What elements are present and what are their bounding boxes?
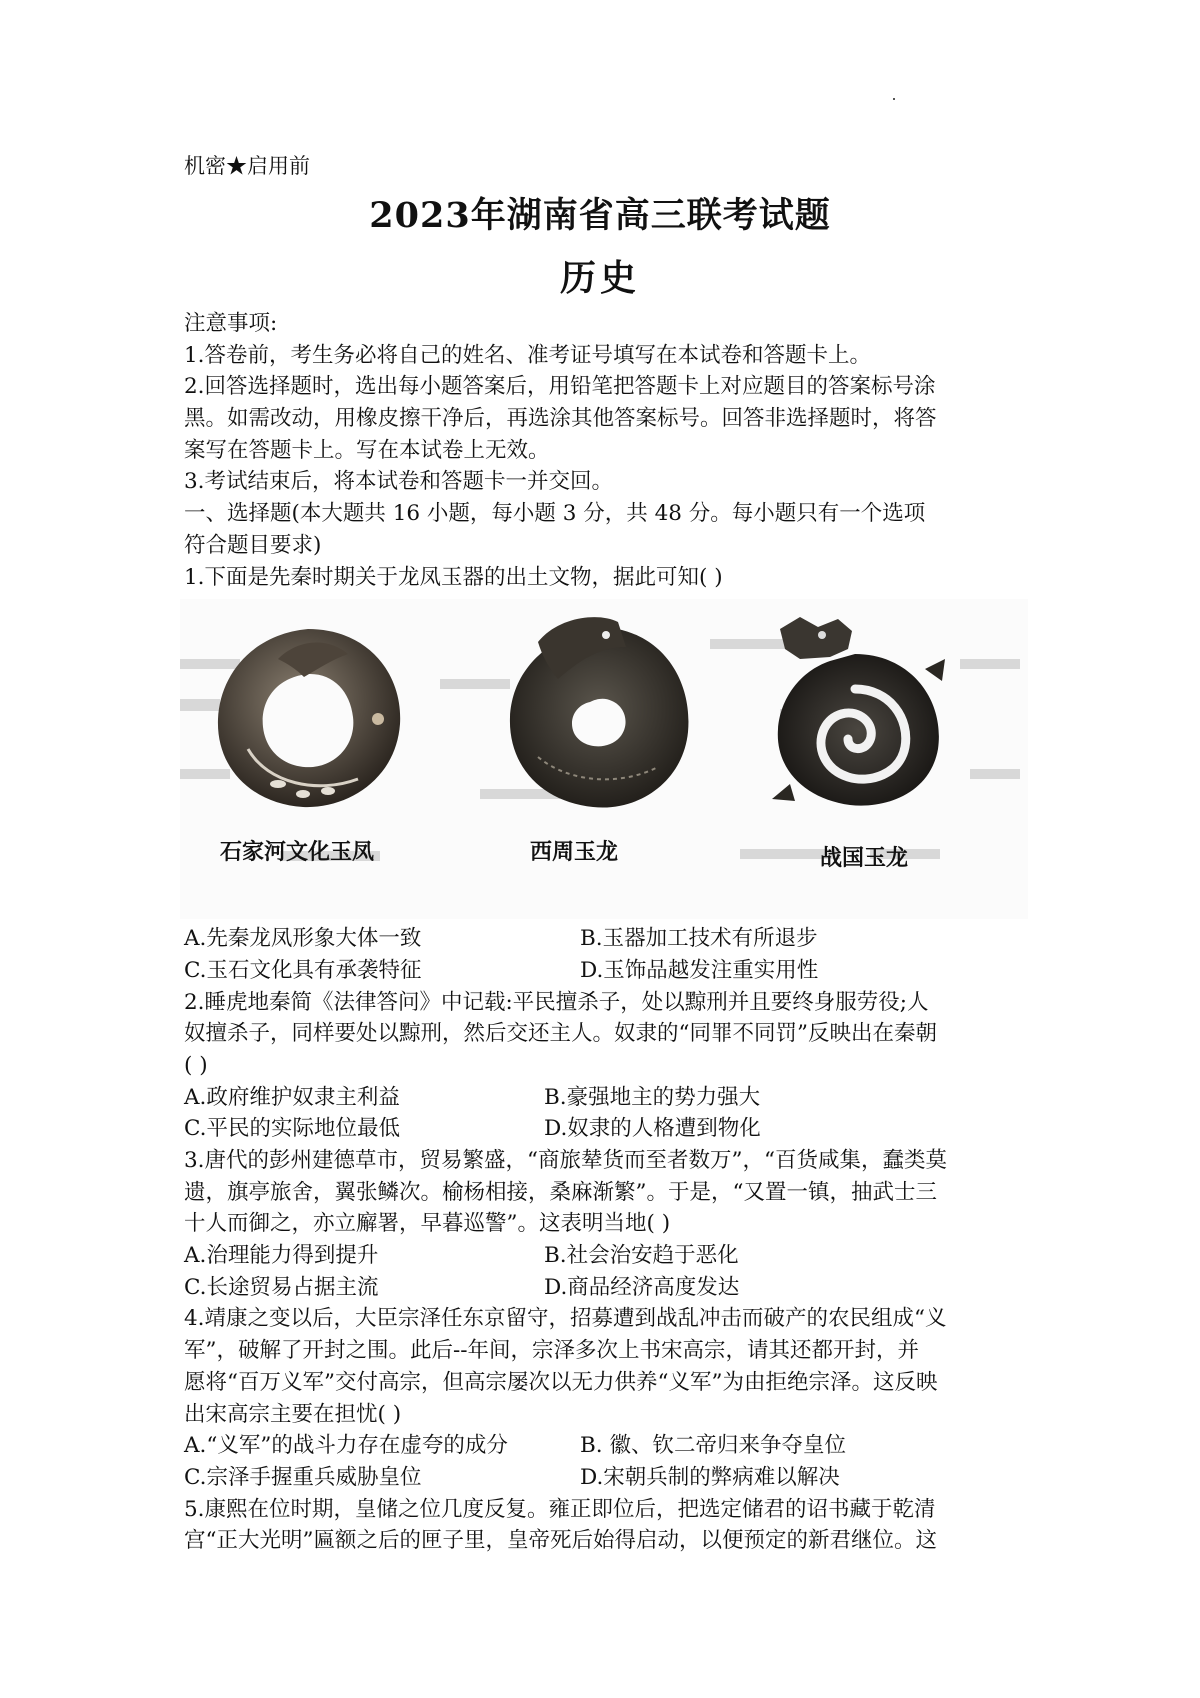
options-row xyxy=(184,1430,1024,1462)
option-d: D.宋朝兵制的弊病难以解决 xyxy=(580,1464,840,1490)
scan-speck xyxy=(893,98,895,100)
question-3-line: 3.唐代的彭州建德草市，贸易繁盛，“商旅辇货而至者数万”，“百货咸集，蠢类莫 xyxy=(184,1148,947,1173)
options-row xyxy=(184,1462,1024,1494)
option-a: A.治理能力得到提升 xyxy=(184,1243,379,1269)
notice-line: 3.考试结束后，将本试卷和答题卡一并交回。 xyxy=(184,469,614,495)
question-1-figures xyxy=(180,599,1028,919)
figure-caption: 战国玉龙 xyxy=(820,846,909,872)
section-heading: 一、选择题(本大题共 16 小题，每小题 3 分，共 48 分。每小题只有一个选项 xyxy=(184,501,926,527)
section-heading-cont: 符合题目要求) xyxy=(184,532,322,558)
question-4-line: 愿将“百万义军”交付高宗，但高宗屡次以无力供养“义军”为由拒绝宗泽。这反映 xyxy=(184,1369,938,1395)
figure-caption: 石家河文化玉凤 xyxy=(220,840,375,866)
question-1-stem: 1.下面是先秦时期关于龙凤玉器的出土文物，据此可知( ) xyxy=(184,564,723,590)
notice-line: 1.答卷前，考生务必将自己的姓名、准考证号填写在本试卷和答题卡上。 xyxy=(184,342,872,368)
question-4-line: 4.靖康之变以后，大臣宗泽任东京留守，招募遭到战乱冲击而破产的农民组成“义 xyxy=(184,1306,947,1332)
question-2-line: 2.睡虎地秦简《法律答问》中记载:平民擅杀子，处以黥刑并且要终身服劳役;人 xyxy=(184,989,929,1015)
question-5-line: 宫“正大光明”匾额之后的匣子里，皇帝死后始得启动，以便预定的新君继位。这 xyxy=(184,1528,937,1554)
option-d: D.奴隶的人格遭到物化 xyxy=(544,1116,761,1142)
question-4-line: 军”，破解了开封之围。此后--年间，宗泽多次上书宋高宗，请其还都开封，并 xyxy=(184,1338,920,1364)
options-row xyxy=(184,955,1024,987)
question-3-line: 十人而御之，亦立廨署，早暮巡警”。这表明当地( ) xyxy=(184,1211,671,1237)
option-c: C.玉石文化具有承袭特征 xyxy=(184,957,422,983)
option-a: A.“义军”的战斗力存在虚夸的成分 xyxy=(184,1433,508,1459)
option-b: B.豪强地主的势力强大 xyxy=(544,1084,761,1110)
notice-heading: 注意事项: xyxy=(184,311,278,336)
options-row xyxy=(184,923,1024,955)
question-5-line: 5.康熙在位时期，皇储之位几度反复。雍正即位后，把选定储君的诏书藏于乾清 xyxy=(184,1496,936,1522)
options-row xyxy=(184,1113,1024,1145)
option-a: A.先秦龙凤形象大体一致 xyxy=(184,926,422,952)
option-d: D.商品经济高度发达 xyxy=(544,1274,740,1300)
question-2-line: ( ) xyxy=(184,1052,208,1078)
option-c: C.平民的实际地位最低 xyxy=(184,1116,401,1142)
option-c: C.长途贸易占据主流 xyxy=(184,1274,379,1300)
options-row xyxy=(184,1272,1024,1304)
notice-line: 黑。如需改动，用橡皮擦干净后，再选涂其他答案标号。回答非选择题时，将答 xyxy=(184,406,937,432)
notice-line: 2.回答选择题时，选出每小题答案后，用铅笔把答题卡上对应题目的答案标号涂 xyxy=(184,374,936,400)
question-3-line: 遗，旗亭旅舍，翼张鳞次。榆杨相接，桑麻渐繁”。于是，“又置一镇，抽武士三 xyxy=(184,1179,937,1205)
options-row xyxy=(184,1240,1024,1272)
option-b: B. 徽、钦二帝归来争夺皇位 xyxy=(580,1433,846,1459)
options-row xyxy=(184,1082,1024,1114)
option-d: D.玉饰品越发注重实用性 xyxy=(580,957,819,983)
figure-caption: 西周玉龙 xyxy=(530,840,619,866)
exam-body xyxy=(184,308,1024,1557)
question-2-line: 奴擅杀子，同样要处以黥刑，然后交还主人。奴隶的“同罪不同罚”反映出在秦朝 xyxy=(184,1021,937,1047)
question-4-line: 出宋高宗主要在担忧( ) xyxy=(184,1401,402,1427)
jade-dragon-spiral-icon xyxy=(760,609,950,814)
exam-title: 2023年湖南省高三联考试题 xyxy=(369,195,831,236)
option-a: A.政府维护奴隶主利益 xyxy=(184,1084,400,1110)
option-c: C.宗泽手握重兵威胁皇位 xyxy=(184,1464,422,1490)
option-b: B.玉器加工技术有所退步 xyxy=(580,926,818,952)
confidential-label: 机密★启用前 xyxy=(184,154,310,178)
notice-line: 案写在答题卡上。写在本试卷上无效。 xyxy=(184,437,550,463)
option-b: B.社会治安趋于恶化 xyxy=(544,1243,739,1269)
jade-dragon-coiled-icon xyxy=(498,607,698,817)
subject-title: 历史 xyxy=(559,257,640,299)
jade-phoenix-icon xyxy=(208,619,408,814)
